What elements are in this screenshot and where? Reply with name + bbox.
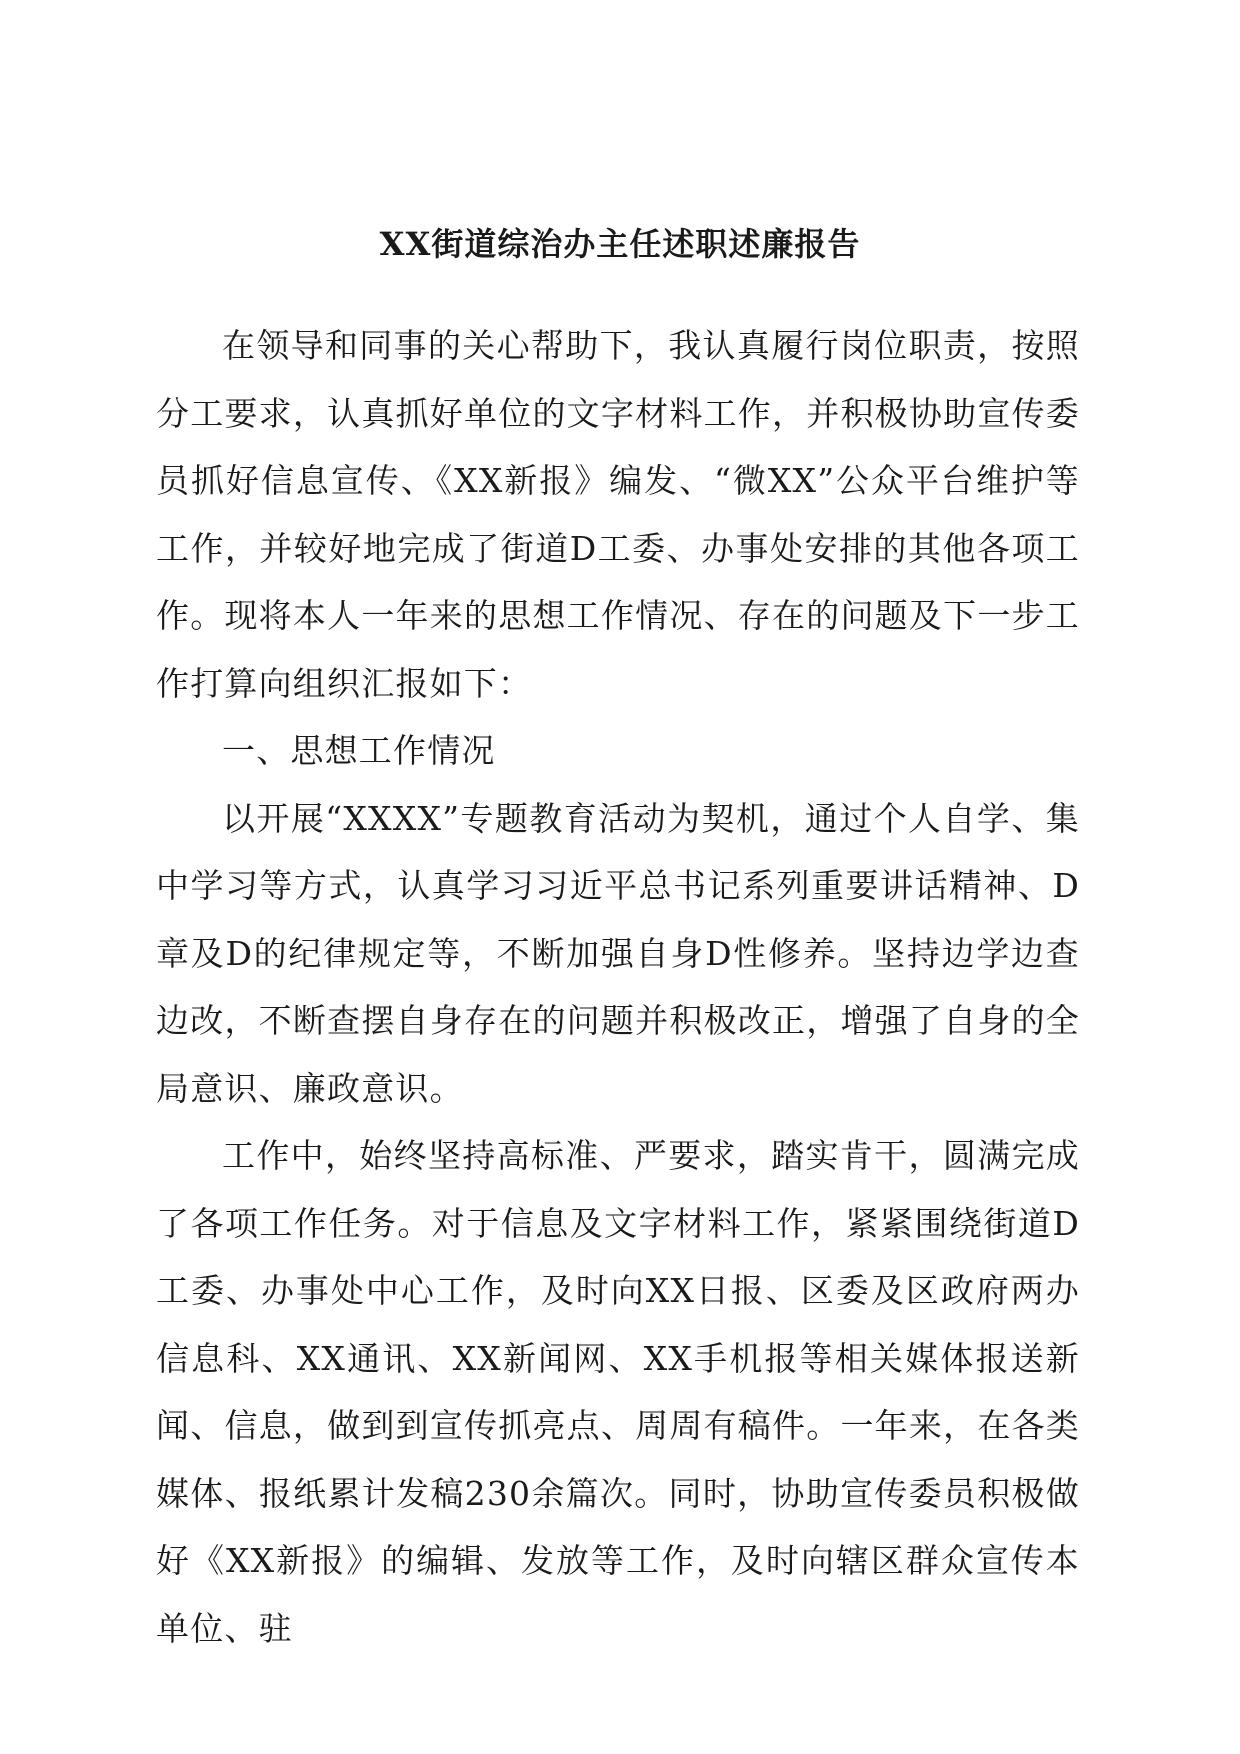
section-heading-ideology-work: 一、思想工作情况 [222, 731, 496, 770]
paragraph-study: 以开展“XXXX”专题教育活动为契机，通过个人自学、集中学习等方式，认真学习习近平总书记系列重要讲话精神、D章及D的纪律规定等，不断加强自身D性修养。坚持边学边查边改，不断查摆自身存在的问题并积极改正，增强了自身的全局意识、廉政意识。 [156, 798, 1080, 1108]
document-title: XX街道综治办主任述职述廉报告 [379, 225, 861, 263]
document-body [156, 312, 1080, 1662]
paragraph-work: 工作中，始终坚持高标准、严要求，踏实肯干，圆满完成了各项工作任务。对于信息及文字材料工作，紧紧围绕街道D工委、办事处中心工作，及时向XX日报、区委及区政府两办信息科、XX通讯、XX新闻网、XX手机报等相关媒体报送新闻、信息，做到到宣传抓亮点、周周有稿件。一年来，在各类媒体、报纸累计发稿230余篇次。同时，协助宣传委员积极做好《XX新报》的编辑、发放等工作，及时向辖区群众宣传本单位、驻 [156, 1136, 1080, 1648]
paragraph-intro: 在领导和同事的关心帮助下，我认真履行岗位职责，按照分工要求，认真抓好单位的文字材料工作，并积极协助宣传委员抓好信息宣传、《XX新报》编发、“微XX”公众平台维护等工作，并较好地完成了街道D工委、办事处安排的其他各项工作。现将本人一年来的思想工作情况、存在的问题及下一步工作打算向组织汇报如下： [156, 326, 1080, 703]
